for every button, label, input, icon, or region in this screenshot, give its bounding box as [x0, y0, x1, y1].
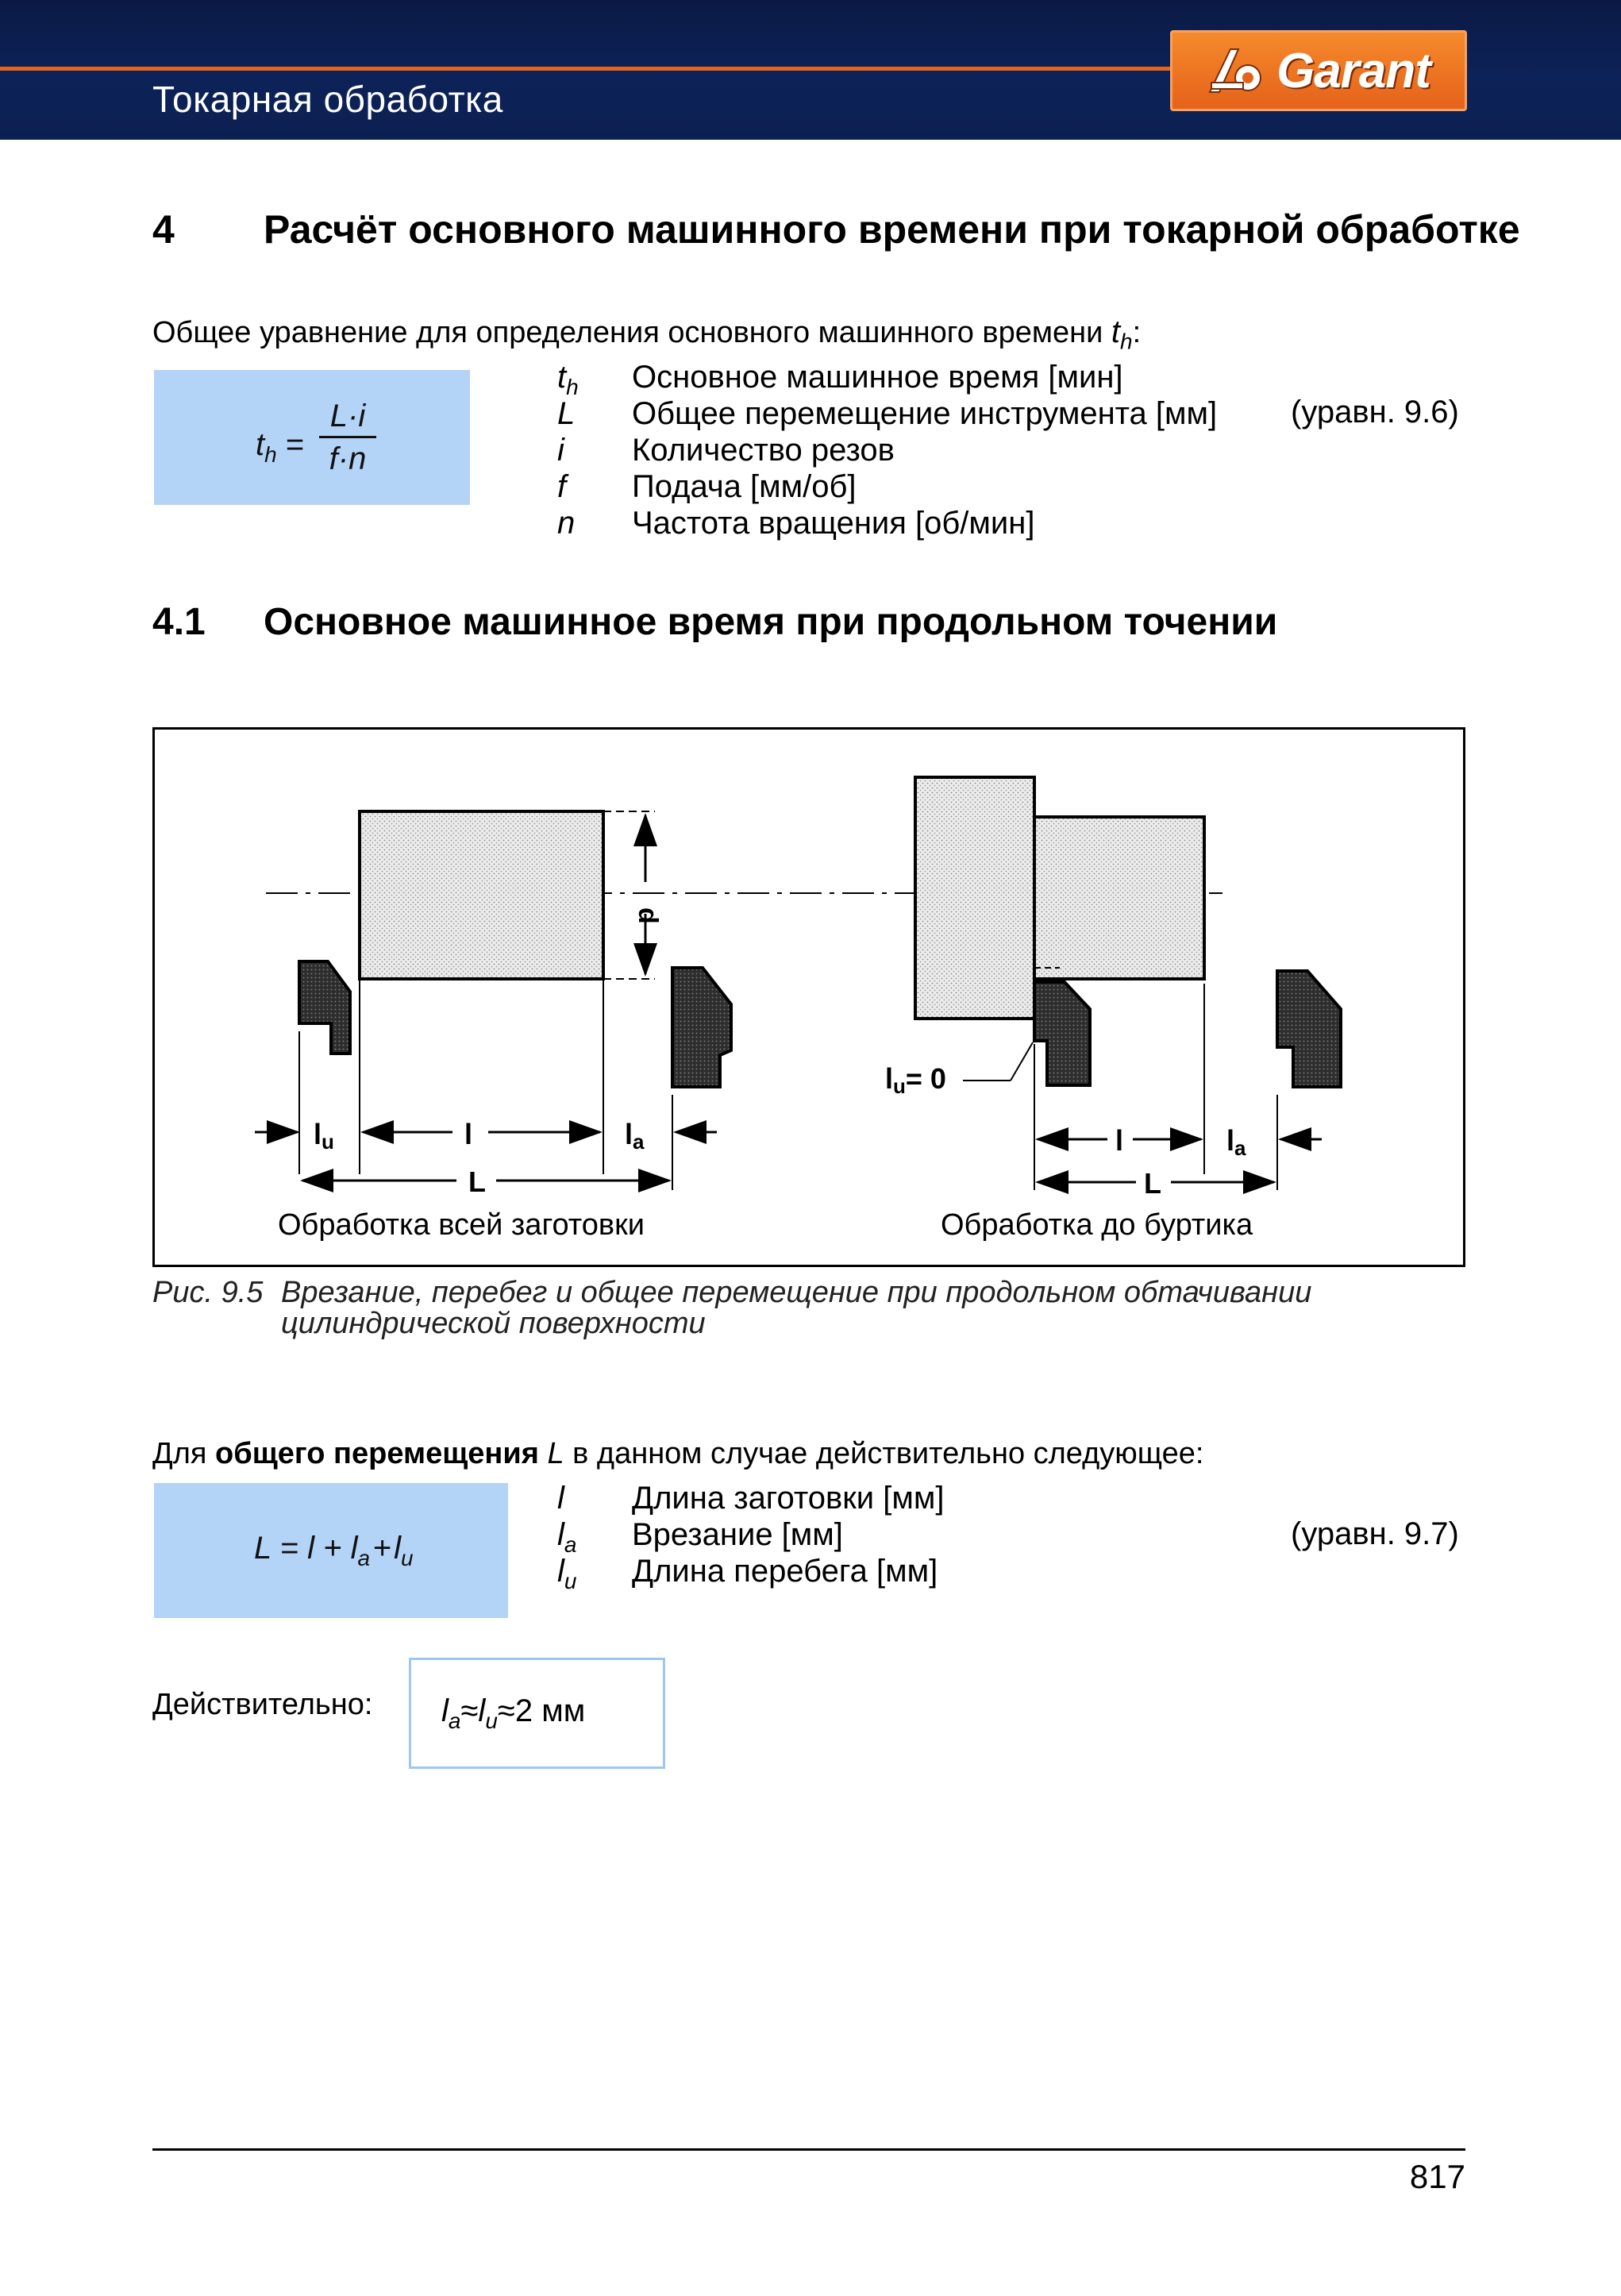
formula-numerator: L·i	[319, 399, 376, 438]
garant-logo-text: Garant	[1276, 43, 1430, 98]
legend-description: Врезание [мм]	[632, 1517, 843, 1552]
legend-description: Количество резов	[632, 433, 895, 468]
legend-symbol: i	[557, 433, 564, 468]
legend-symbol: l	[557, 1481, 564, 1516]
legend-symbol: $l_u$	[557, 1554, 577, 1593]
travel-paragraph	[152, 1437, 1203, 1471]
equation-reference: (уравн. 9.6)	[1291, 395, 1459, 430]
page-number: 817	[1409, 2158, 1465, 2195]
subsection-title: Основное машинное время при продольном точении	[264, 601, 1278, 643]
cutting-tool-left	[299, 961, 350, 1054]
legend-description: Длина перебега [мм]	[632, 1554, 938, 1589]
travel-bold: общего перемещения	[215, 1437, 539, 1470]
figure-caption-line2: цилиндрической поверхности	[281, 1307, 706, 1340]
dimension-d-label: d	[633, 907, 663, 924]
legend-symbol: L	[557, 396, 576, 431]
legend-description: Подача [мм/об]	[632, 469, 857, 504]
cutting-tool-right	[672, 968, 731, 1087]
workpiece-shoulder	[915, 777, 1034, 1019]
dimension-la-label-right: la	[1226, 1124, 1246, 1160]
turning-diagram-drawing	[155, 730, 1463, 1265]
header-title: Токарная обработка	[152, 79, 503, 120]
lu-zero-label: lu= 0	[885, 1062, 946, 1098]
dimension-L-label: L	[468, 1165, 486, 1198]
formula-lhs: t	[256, 427, 265, 462]
formula-lhs-sub: h	[264, 442, 277, 467]
travel-suffix: в данном случае действительно следующее:	[564, 1437, 1204, 1470]
intro-text	[152, 314, 1141, 355]
workpiece-step	[1034, 817, 1204, 979]
section-title: Расчёт основного машинного времени при токарной обработке	[264, 207, 1520, 252]
legend-description: Основное машинное время [мин]	[632, 360, 1123, 395]
formula-box-travel	[154, 1483, 508, 1618]
section-number: 4	[152, 207, 175, 252]
turning-diagram	[152, 727, 1465, 1267]
cutting-tool-far-right	[1277, 971, 1341, 1087]
subsection-number: 4.1	[152, 601, 206, 643]
intro-suffix: :	[1132, 316, 1142, 349]
intro-sentence: Общее уравнение для определения основного машинного времени	[152, 316, 1103, 349]
page-header	[0, 0, 1621, 140]
header-accent-line	[0, 67, 1175, 71]
figure-caption-number: Рис. 9.5	[152, 1276, 264, 1309]
legend-description: Общее перемещение инструмента [мм]	[632, 396, 1218, 431]
figure-caption-line1: Врезание, перебег и общее перемещение при продольном обтачивании	[281, 1276, 1312, 1309]
legend-symbol: f	[557, 469, 567, 504]
formula-denominator: f·n	[329, 441, 367, 476]
travel-symbol: L	[547, 1437, 564, 1470]
dimension-l-label: l	[464, 1118, 473, 1150]
equation-reference-2: (уравн. 9.7)	[1291, 1516, 1459, 1551]
figure-right-caption: Обработка до буртика	[941, 1208, 1253, 1242]
dimension-lu-label: lu	[314, 1118, 334, 1154]
dimension-la-label: la	[625, 1118, 645, 1154]
footer-divider	[152, 2148, 1465, 2151]
workpiece-full	[360, 811, 603, 979]
valid-label: Действительно:	[152, 1688, 373, 1721]
legend-symbol: $l_a$	[557, 1517, 577, 1557]
garant-logo	[1170, 30, 1467, 111]
intro-symbol-sub: h	[1120, 329, 1133, 354]
garant-logo-icon	[1207, 43, 1269, 98]
intro-symbol: t	[1111, 314, 1121, 349]
dimension-l-label-right: l	[1115, 1124, 1124, 1157]
valid-value-box	[409, 1658, 665, 1769]
formula-box-main	[154, 370, 470, 505]
dimension-L-label-right: L	[1144, 1167, 1161, 1200]
legend-description: Частота вращения [об/мин]	[632, 506, 1035, 541]
legend-symbol: $t_h$	[557, 360, 579, 399]
cutting-tool-shoulder	[1034, 982, 1090, 1085]
legend-description: Длина заготовки [мм]	[632, 1481, 945, 1516]
figure-left-caption: Обработка всей заготовки	[278, 1208, 645, 1242]
travel-prefix: Для	[152, 1437, 216, 1470]
valid-value: $l_a\approx l_u\approx 2$ мм	[441, 1693, 586, 1733]
legend-symbol: n	[557, 506, 576, 541]
formula-travel: $L = l + l_a$ + $l_u$	[254, 1531, 414, 1570]
formula-equals: =	[285, 427, 305, 462]
